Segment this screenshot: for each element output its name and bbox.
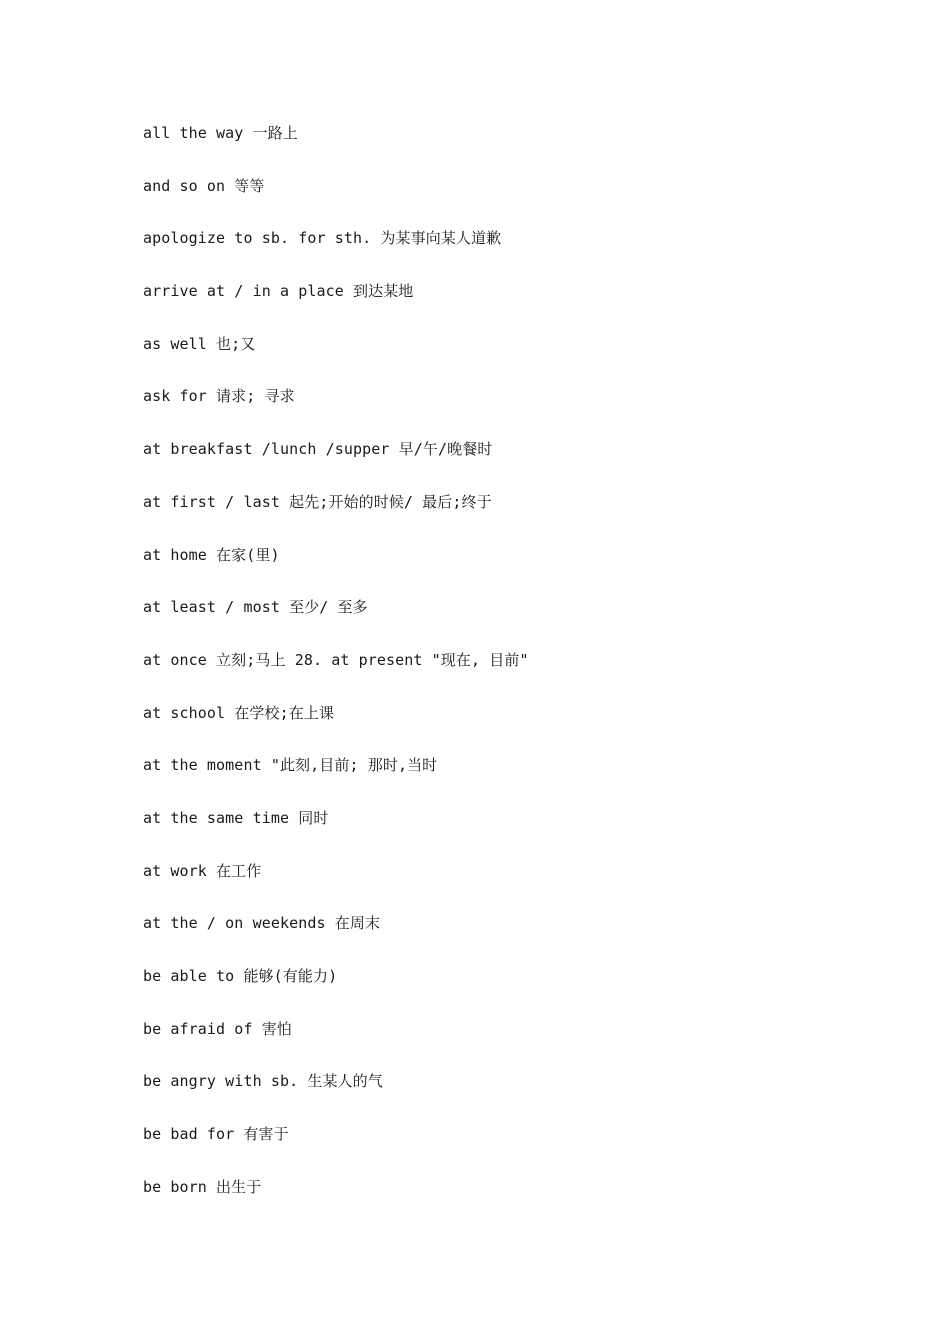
phrase-line: at the / on weekends 在周末 bbox=[143, 914, 381, 933]
phrase-line: be angry with sb. 生某人的气 bbox=[143, 1072, 383, 1091]
phrase-list bbox=[143, 122, 529, 1228]
phrase-line: be able to 能够(有能力) bbox=[143, 967, 338, 985]
phrase-line: apologize to sb. for sth. 为某事向某人道歉 bbox=[143, 229, 502, 248]
phrase-line: at the moment "此刻,目前; 那时,当时 bbox=[143, 756, 438, 775]
phrase-line: be bad for 有害于 bbox=[143, 1125, 289, 1144]
phrase-line: at breakfast /lunch /supper 早/午/晚餐时 bbox=[143, 440, 493, 459]
phrase-line: at once 立刻;马上 28. at present "现在, 目前" bbox=[143, 650, 529, 669]
phrase-line: at least / most 至少/ 至多 bbox=[143, 598, 368, 617]
phrase-line: at the same time 同时 bbox=[143, 808, 329, 827]
phrase-line: as well 也;又 bbox=[143, 334, 256, 353]
phrase-line: at first / last 起先;开始的时候/ 最后;终于 bbox=[143, 492, 492, 511]
phrase-line: and so on 等等 bbox=[143, 176, 265, 195]
phrase-line: ask for 请求; 寻求 bbox=[143, 387, 295, 406]
phrase-line: at home 在家(里) bbox=[143, 545, 280, 564]
phrase-line: arrive at / in a place 到达某地 bbox=[143, 282, 414, 301]
phrase-line: at work 在工作 bbox=[143, 861, 262, 880]
phrase-line: be afraid of 害怕 bbox=[143, 1019, 292, 1038]
phrase-line: all the way 一路上 bbox=[143, 124, 298, 142]
phrase-line: at school 在学校;在上课 bbox=[143, 703, 335, 722]
phrase-line: be born 出生于 bbox=[143, 1177, 262, 1196]
